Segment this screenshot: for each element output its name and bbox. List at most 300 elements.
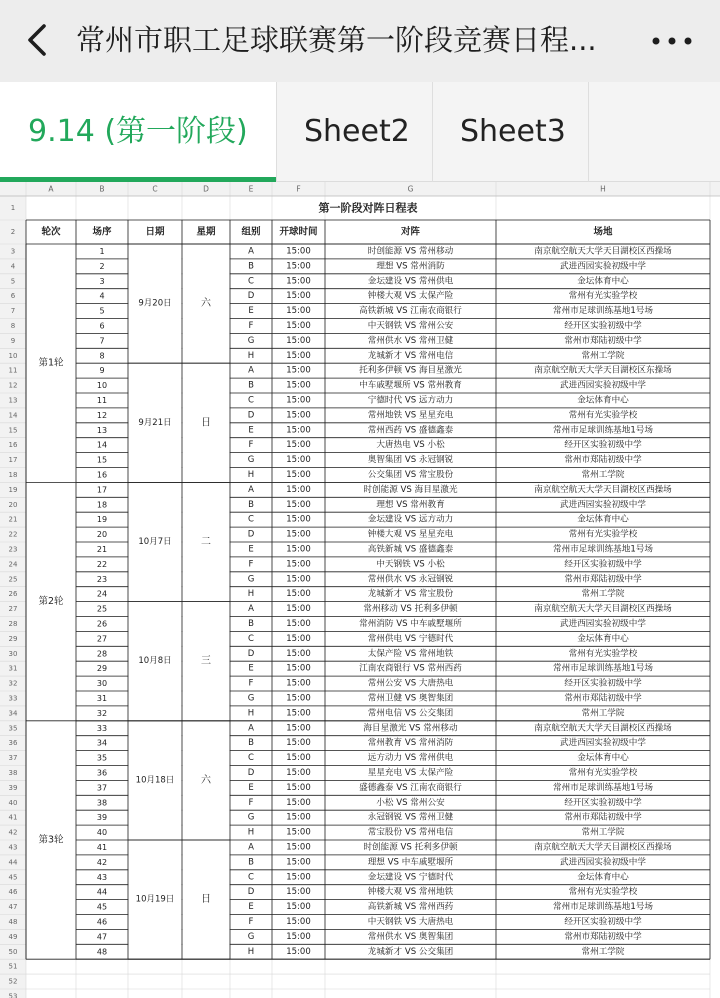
column-header-c: C <box>152 184 158 194</box>
match-number: 37 <box>96 783 108 793</box>
row-number: 13 <box>8 396 18 405</box>
match-number: 35 <box>96 753 108 763</box>
venue: 常州市足球训练基地1号场 <box>553 544 653 555</box>
table-header-6: 开球时间 <box>279 226 318 238</box>
venue: 南京航空航天大学天目湖校区西操场 <box>534 604 672 615</box>
match-number: 7 <box>99 336 105 346</box>
match-number: 46 <box>96 917 108 927</box>
kickoff-time: 15:00 <box>286 753 311 764</box>
tab-sheet-3[interactable] <box>460 82 566 182</box>
venue: 常州市郑陆初级中学 <box>564 693 642 704</box>
match-pairing: 常州地铁 VS 星星充电 <box>367 410 454 421</box>
match-number: 39 <box>96 813 108 823</box>
match-pairing: 大唐热电 VS 小松 <box>376 440 445 451</box>
kickoff-time: 15:00 <box>286 902 311 913</box>
kickoff-time: 15:00 <box>286 410 311 421</box>
row-number: 45 <box>8 873 18 882</box>
group-label: B <box>248 618 254 629</box>
venue: 经开区实验初级中学 <box>564 916 642 927</box>
match-pairing: 常州供水 VS 常州卫健 <box>367 335 454 346</box>
match-number: 6 <box>99 321 105 331</box>
column-header-bar <box>0 182 720 196</box>
kickoff-time: 15:00 <box>286 395 311 406</box>
venue: 经开区实验初级中学 <box>564 559 642 570</box>
match-number: 20 <box>96 530 108 540</box>
group-label: H <box>247 827 255 838</box>
match-number: 41 <box>96 842 108 852</box>
row-number: 3 <box>10 247 16 256</box>
row-number: 44 <box>8 858 18 867</box>
match-number: 29 <box>96 664 108 674</box>
row-number: 4 <box>10 262 16 271</box>
venue: 常州工学院 <box>581 589 625 600</box>
kickoff-time: 15:00 <box>286 455 311 466</box>
group-label: C <box>248 276 254 287</box>
kickoff-time: 15:00 <box>286 782 311 793</box>
row-number: 28 <box>8 619 18 628</box>
match-number: 28 <box>96 649 108 659</box>
group-label: F <box>248 916 254 927</box>
venue: 南京航空航天大学天目湖校区西操场 <box>534 484 672 495</box>
venue: 常州有光实验学校 <box>568 648 638 659</box>
kickoff-time: 15:00 <box>286 544 311 555</box>
match-pairing: 星星充电 VS 太保产险 <box>367 767 454 778</box>
match-number: 43 <box>96 872 108 882</box>
row-number: 9 <box>10 336 16 345</box>
tab-label: Sheet3 <box>460 114 566 149</box>
group-label: E <box>248 782 254 793</box>
row-number: 24 <box>8 560 18 569</box>
match-number: 2 <box>99 261 105 271</box>
group-label: F <box>248 559 254 570</box>
group-label: E <box>248 663 254 674</box>
more-dots-icon <box>646 26 698 56</box>
group-label: D <box>247 529 255 540</box>
group-label: H <box>247 946 255 957</box>
match-pairing: 托利多伊顿 VS 海目星激光 <box>359 365 462 376</box>
match-pairing: 常州卫健 VS 奥智集团 <box>367 693 454 704</box>
match-pairing: 高铁新城 VS 常州西药 <box>367 902 454 913</box>
match-date: 9月20日 <box>138 298 172 309</box>
match-pairing: 公交集团 VS 常宝股份 <box>367 469 454 480</box>
match-pairing: 常州教育 VS 常州消防 <box>367 738 454 749</box>
venue: 常州工学院 <box>581 708 625 719</box>
row-number: 14 <box>8 411 18 420</box>
match-number: 36 <box>96 768 108 778</box>
group-label: D <box>247 410 255 421</box>
row-number: 20 <box>8 500 18 509</box>
match-pairing: 高铁新城 VS 江南农商银行 <box>359 306 462 317</box>
kickoff-time: 15:00 <box>286 320 311 331</box>
group-label: H <box>247 708 255 719</box>
match-number: 42 <box>96 857 108 867</box>
match-pairing: 常州西药 VS 盛德鑫泰 <box>367 425 454 436</box>
row-number: 51 <box>8 962 18 971</box>
group-label: C <box>248 753 254 764</box>
kickoff-time: 15:00 <box>286 365 311 376</box>
match-pairing: 时创能源 VS 托利多伊顿 <box>363 842 458 853</box>
group-label: D <box>247 887 255 898</box>
match-number: 12 <box>96 410 108 420</box>
match-pairing: 常州供电 VS 宁德时代 <box>367 633 454 644</box>
kickoff-time: 15:00 <box>286 887 311 898</box>
match-number: 19 <box>96 515 108 525</box>
match-pairing: 龙城新才 VS 公交集团 <box>367 946 454 957</box>
back-button[interactable] <box>22 22 58 58</box>
group-label: F <box>248 678 254 689</box>
row-number: 23 <box>8 545 18 554</box>
group-label: A <box>248 484 254 495</box>
table-header-1: 轮次 <box>41 226 61 238</box>
kickoff-time: 15:00 <box>286 574 311 585</box>
kickoff-time: 15:00 <box>286 618 311 629</box>
kickoff-time: 15:00 <box>286 440 311 451</box>
match-number: 38 <box>96 798 108 808</box>
venue: 金坛体育中心 <box>577 395 629 406</box>
match-pairing: 钟楼大观 VS 太保产险 <box>367 291 454 302</box>
row-number: 48 <box>8 917 18 926</box>
match-weekday: 日 <box>201 894 211 906</box>
group-label: B <box>248 857 254 868</box>
match-pairing: 太保产险 VS 常州地铁 <box>367 648 454 659</box>
venue: 常州工学院 <box>581 946 625 957</box>
venue: 金坛体育中心 <box>577 633 629 644</box>
venue: 常州市足球训练基地1号场 <box>553 306 653 317</box>
group-label: G <box>247 335 255 346</box>
group-label: G <box>247 812 255 823</box>
venue: 常州市足球训练基地1号场 <box>553 425 653 436</box>
group-label: F <box>248 320 254 331</box>
table-header-3: 日期 <box>145 226 165 238</box>
kickoff-time: 15:00 <box>286 723 311 734</box>
match-pairing: 中天钢铁 VS 大唐热电 <box>367 916 454 927</box>
row-number: 8 <box>10 321 16 330</box>
match-pairing: 常州消防 VS 中车戚墅堰所 <box>359 618 462 629</box>
match-pairing: 常州供水 VS 永冠钢锐 <box>367 574 454 585</box>
row-number: 42 <box>8 828 18 837</box>
group-label: D <box>247 291 255 302</box>
venue: 常州有光实验学校 <box>568 291 638 302</box>
match-number: 27 <box>96 634 108 644</box>
row-number: 41 <box>8 813 18 822</box>
match-date: 9月21日 <box>138 417 172 428</box>
kickoff-time: 15:00 <box>286 857 311 868</box>
kickoff-time: 15:00 <box>286 484 311 495</box>
match-number: 21 <box>96 544 108 554</box>
row-number: 47 <box>8 903 18 912</box>
tab-sheet-2[interactable] <box>304 82 410 182</box>
group-label: A <box>248 723 254 734</box>
kickoff-time: 15:00 <box>286 291 311 302</box>
match-number: 3 <box>99 276 105 286</box>
row-number: 32 <box>8 679 18 688</box>
group-label: C <box>248 633 254 644</box>
tab-sheet-1[interactable] <box>0 82 276 182</box>
match-date: 10月8日 <box>138 656 172 667</box>
match-number: 40 <box>96 828 108 838</box>
row-number: 25 <box>8 575 18 584</box>
row-number: 7 <box>10 307 16 316</box>
venue: 金坛体育中心 <box>577 753 629 764</box>
venue: 常州有光实验学校 <box>568 767 638 778</box>
match-number: 10 <box>96 381 108 391</box>
match-pairing: 永冠钢锐 VS 常州卫健 <box>367 812 454 823</box>
group-label: H <box>247 469 255 480</box>
venue: 武进西园实验初级中学 <box>560 738 646 749</box>
venue: 常州工学院 <box>581 350 625 361</box>
venue: 常州市足球训练基地1号场 <box>553 663 653 674</box>
kickoff-time: 15:00 <box>286 931 311 942</box>
match-number: 32 <box>96 708 108 718</box>
row-number: 27 <box>8 605 18 614</box>
match-pairing: 金坛建设 VS 常州供电 <box>367 276 454 287</box>
kickoff-time: 15:00 <box>286 842 311 853</box>
tab-label: 9.14 (第一阶段) <box>28 114 248 149</box>
tab-divider <box>432 82 433 182</box>
venue: 经开区实验初级中学 <box>564 797 642 808</box>
match-pairing: 高铁新城 VS 盛德鑫泰 <box>367 544 454 555</box>
row-number: 35 <box>8 724 18 733</box>
kickoff-time: 15:00 <box>286 693 311 704</box>
kickoff-time: 15:00 <box>286 306 311 317</box>
match-number: 44 <box>96 887 108 897</box>
tab-label: Sheet2 <box>304 114 410 149</box>
kickoff-time: 15:00 <box>286 499 311 510</box>
row-number: 19 <box>8 485 18 494</box>
row-number: 34 <box>8 709 18 718</box>
match-pairing: 中天钢铁 VS 小松 <box>376 559 445 570</box>
group-label: E <box>248 425 254 436</box>
tab-divider <box>276 82 277 182</box>
group-label: D <box>247 767 255 778</box>
venue: 常州市郑陆初级中学 <box>564 335 642 346</box>
back-arrow-icon <box>22 22 58 58</box>
match-number: 18 <box>96 500 108 510</box>
group-label: G <box>247 455 255 466</box>
column-header-d: D <box>203 184 209 194</box>
row-number: 40 <box>8 798 18 807</box>
row-number: 10 <box>8 351 18 360</box>
group-label: H <box>247 350 255 361</box>
app-header <box>0 0 720 82</box>
kickoff-time: 15:00 <box>286 812 311 823</box>
row-number: 46 <box>8 888 18 897</box>
match-date: 10月19日 <box>135 894 175 905</box>
venue: 常州有光实验学校 <box>568 529 638 540</box>
group-label: E <box>248 544 254 555</box>
column-header-b: B <box>99 184 105 194</box>
row-number: 36 <box>8 739 18 748</box>
match-number: 17 <box>96 485 108 495</box>
group-label: G <box>247 574 255 585</box>
column-header-e: E <box>248 184 254 194</box>
venue: 武进西园实验初级中学 <box>560 618 646 629</box>
column-header-h: H <box>600 184 606 194</box>
match-number: 11 <box>96 395 108 405</box>
venue: 南京航空航天大学天目湖校区西操场 <box>534 246 672 257</box>
group-label: C <box>248 514 254 525</box>
row-number: 26 <box>8 590 18 599</box>
match-pairing: 理想 VS 中车戚墅堰所 <box>367 857 454 868</box>
match-number: 48 <box>96 947 108 957</box>
group-label: B <box>248 738 254 749</box>
venue: 常州市足球训练基地1号场 <box>553 902 653 913</box>
match-number: 26 <box>96 619 108 629</box>
venue: 金坛体育中心 <box>577 872 629 883</box>
tab-divider <box>588 82 589 182</box>
match-weekday: 六 <box>201 774 211 786</box>
venue: 常州工学院 <box>581 827 625 838</box>
match-number: 47 <box>96 932 108 942</box>
kickoff-time: 15:00 <box>286 663 311 674</box>
match-number: 5 <box>99 306 105 316</box>
row-number: 31 <box>8 664 18 673</box>
kickoff-time: 15:00 <box>286 767 311 778</box>
group-label: E <box>248 902 254 913</box>
match-pairing: 常宝股份 VS 常州电信 <box>367 827 454 838</box>
kickoff-time: 15:00 <box>286 872 311 883</box>
table-header-8: 场地 <box>593 226 613 238</box>
venue: 金坛体育中心 <box>577 514 629 525</box>
venue: 南京航空航天大学天目湖校区西操场 <box>534 723 672 734</box>
kickoff-time: 15:00 <box>286 529 311 540</box>
table-title: 第一阶段对阵日程表 <box>318 201 418 215</box>
group-label: C <box>248 872 254 883</box>
group-label: A <box>248 604 254 615</box>
kickoff-time: 15:00 <box>286 604 311 615</box>
venue: 南京航空航天大学天目湖校区西操场 <box>534 842 672 853</box>
table-header-2: 场序 <box>92 226 112 238</box>
row-number: 37 <box>8 754 18 763</box>
match-number: 22 <box>96 559 108 569</box>
match-pairing: 海目星激光 VS 常州移动 <box>363 723 458 734</box>
row-number: 12 <box>8 381 18 390</box>
kickoff-time: 15:00 <box>286 380 311 391</box>
match-number: 16 <box>96 470 108 480</box>
match-pairing: 远方动力 VS 常州供电 <box>367 753 454 764</box>
venue: 常州市郑陆初级中学 <box>564 812 642 823</box>
match-number: 15 <box>96 455 108 465</box>
match-pairing: 钟楼大观 VS 常州地铁 <box>367 887 454 898</box>
kickoff-time: 15:00 <box>286 916 311 927</box>
group-label: F <box>248 440 254 451</box>
venue: 常州市足球训练基地1号场 <box>553 782 653 793</box>
kickoff-time: 15:00 <box>286 797 311 808</box>
group-label: E <box>248 306 254 317</box>
match-pairing: 龙城新才 VS 常宝股份 <box>367 589 454 600</box>
row-number: 18 <box>8 470 18 479</box>
kickoff-time: 15:00 <box>286 589 311 600</box>
kickoff-time: 15:00 <box>286 559 311 570</box>
row-number: 52 <box>8 977 18 986</box>
venue: 常州市郑陆初级中学 <box>564 931 642 942</box>
table-header-5: 组别 <box>241 226 261 238</box>
match-pairing: 龙城新才 VS 常州电信 <box>367 350 454 361</box>
row-number: 1 <box>10 204 16 212</box>
match-pairing: 中天钢铁 VS 常州公安 <box>367 320 454 331</box>
venue: 常州工学院 <box>581 469 625 480</box>
venue: 经开区实验初级中学 <box>564 320 642 331</box>
match-pairing: 常州公安 VS 大唐热电 <box>367 678 454 689</box>
match-date: 10月7日 <box>138 537 172 547</box>
match-pairing: 江南农商银行 VS 常州西药 <box>359 663 462 674</box>
match-number: 9 <box>99 366 105 376</box>
match-pairing: 时创能源 VS 常州移动 <box>367 246 454 257</box>
kickoff-time: 15:00 <box>286 738 311 749</box>
match-pairing: 时创能源 VS 海目星激光 <box>363 484 458 495</box>
row-number: 16 <box>8 441 18 450</box>
venue: 武进西园实验初级中学 <box>560 261 646 272</box>
kickoff-time: 15:00 <box>286 350 311 361</box>
round-label: 第2轮 <box>38 596 64 608</box>
row-number: 33 <box>8 694 18 703</box>
group-label: A <box>248 842 254 853</box>
match-pairing: 奥智集团 VS 永冠钢锐 <box>367 455 454 466</box>
match-weekday: 三 <box>201 655 211 667</box>
match-number: 45 <box>96 902 108 912</box>
table-header-7: 对阵 <box>400 226 421 238</box>
venue: 武进西园实验初级中学 <box>560 380 646 391</box>
column-header-a: A <box>48 184 54 194</box>
row-number: 5 <box>10 277 16 286</box>
venue: 经开区实验初级中学 <box>564 678 642 689</box>
match-pairing: 理想 VS 常州教育 <box>376 499 445 510</box>
match-date: 10月18日 <box>135 775 175 786</box>
column-header-f: F <box>296 184 301 194</box>
venue: 常州有光实验学校 <box>568 410 638 421</box>
match-number: 8 <box>99 351 105 361</box>
row-number: 6 <box>10 292 16 301</box>
table-header-4: 星期 <box>196 226 216 238</box>
kickoff-time: 15:00 <box>286 633 311 644</box>
round-label: 第3轮 <box>38 834 64 846</box>
group-label: G <box>247 931 255 942</box>
round-label: 第1轮 <box>38 357 64 369</box>
group-label: F <box>248 797 254 808</box>
match-number: 24 <box>96 589 108 599</box>
match-number: 25 <box>96 604 108 614</box>
match-number: 23 <box>96 574 108 584</box>
group-label: B <box>248 499 254 510</box>
match-pairing: 小松 VS 常州公安 <box>376 797 445 808</box>
row-number: 2 <box>10 228 16 236</box>
kickoff-time: 15:00 <box>286 276 311 287</box>
venue: 武进西园实验初级中学 <box>560 499 646 510</box>
venue: 常州市郑陆初级中学 <box>564 574 642 585</box>
kickoff-time: 15:00 <box>286 261 311 272</box>
kickoff-time: 15:00 <box>286 708 311 719</box>
match-pairing: 金坛建设 VS 宁德时代 <box>367 872 454 883</box>
kickoff-time: 15:00 <box>286 827 311 838</box>
match-number: 4 <box>99 291 105 301</box>
kickoff-time: 15:00 <box>286 514 311 525</box>
more-button[interactable] <box>646 26 698 56</box>
spreadsheet-grid[interactable] <box>0 182 720 998</box>
match-weekday: 日 <box>201 417 211 429</box>
row-number: 50 <box>8 947 18 956</box>
match-pairing: 钟楼大观 VS 星星充电 <box>367 529 454 540</box>
group-label: A <box>248 365 254 376</box>
match-pairing: 常州移动 VS 托利多伊顿 <box>363 604 458 615</box>
group-label: D <box>247 648 255 659</box>
page-title: 常州市职工足球联赛第一阶段竞赛日程... <box>76 23 597 57</box>
venue: 常州有光实验学校 <box>568 887 638 898</box>
row-number: 49 <box>8 932 18 941</box>
match-weekday: 六 <box>201 298 211 310</box>
match-number: 13 <box>96 425 108 435</box>
match-pairing: 中车戚墅堰所 VS 常州教育 <box>359 380 462 391</box>
row-number: 39 <box>8 783 18 792</box>
